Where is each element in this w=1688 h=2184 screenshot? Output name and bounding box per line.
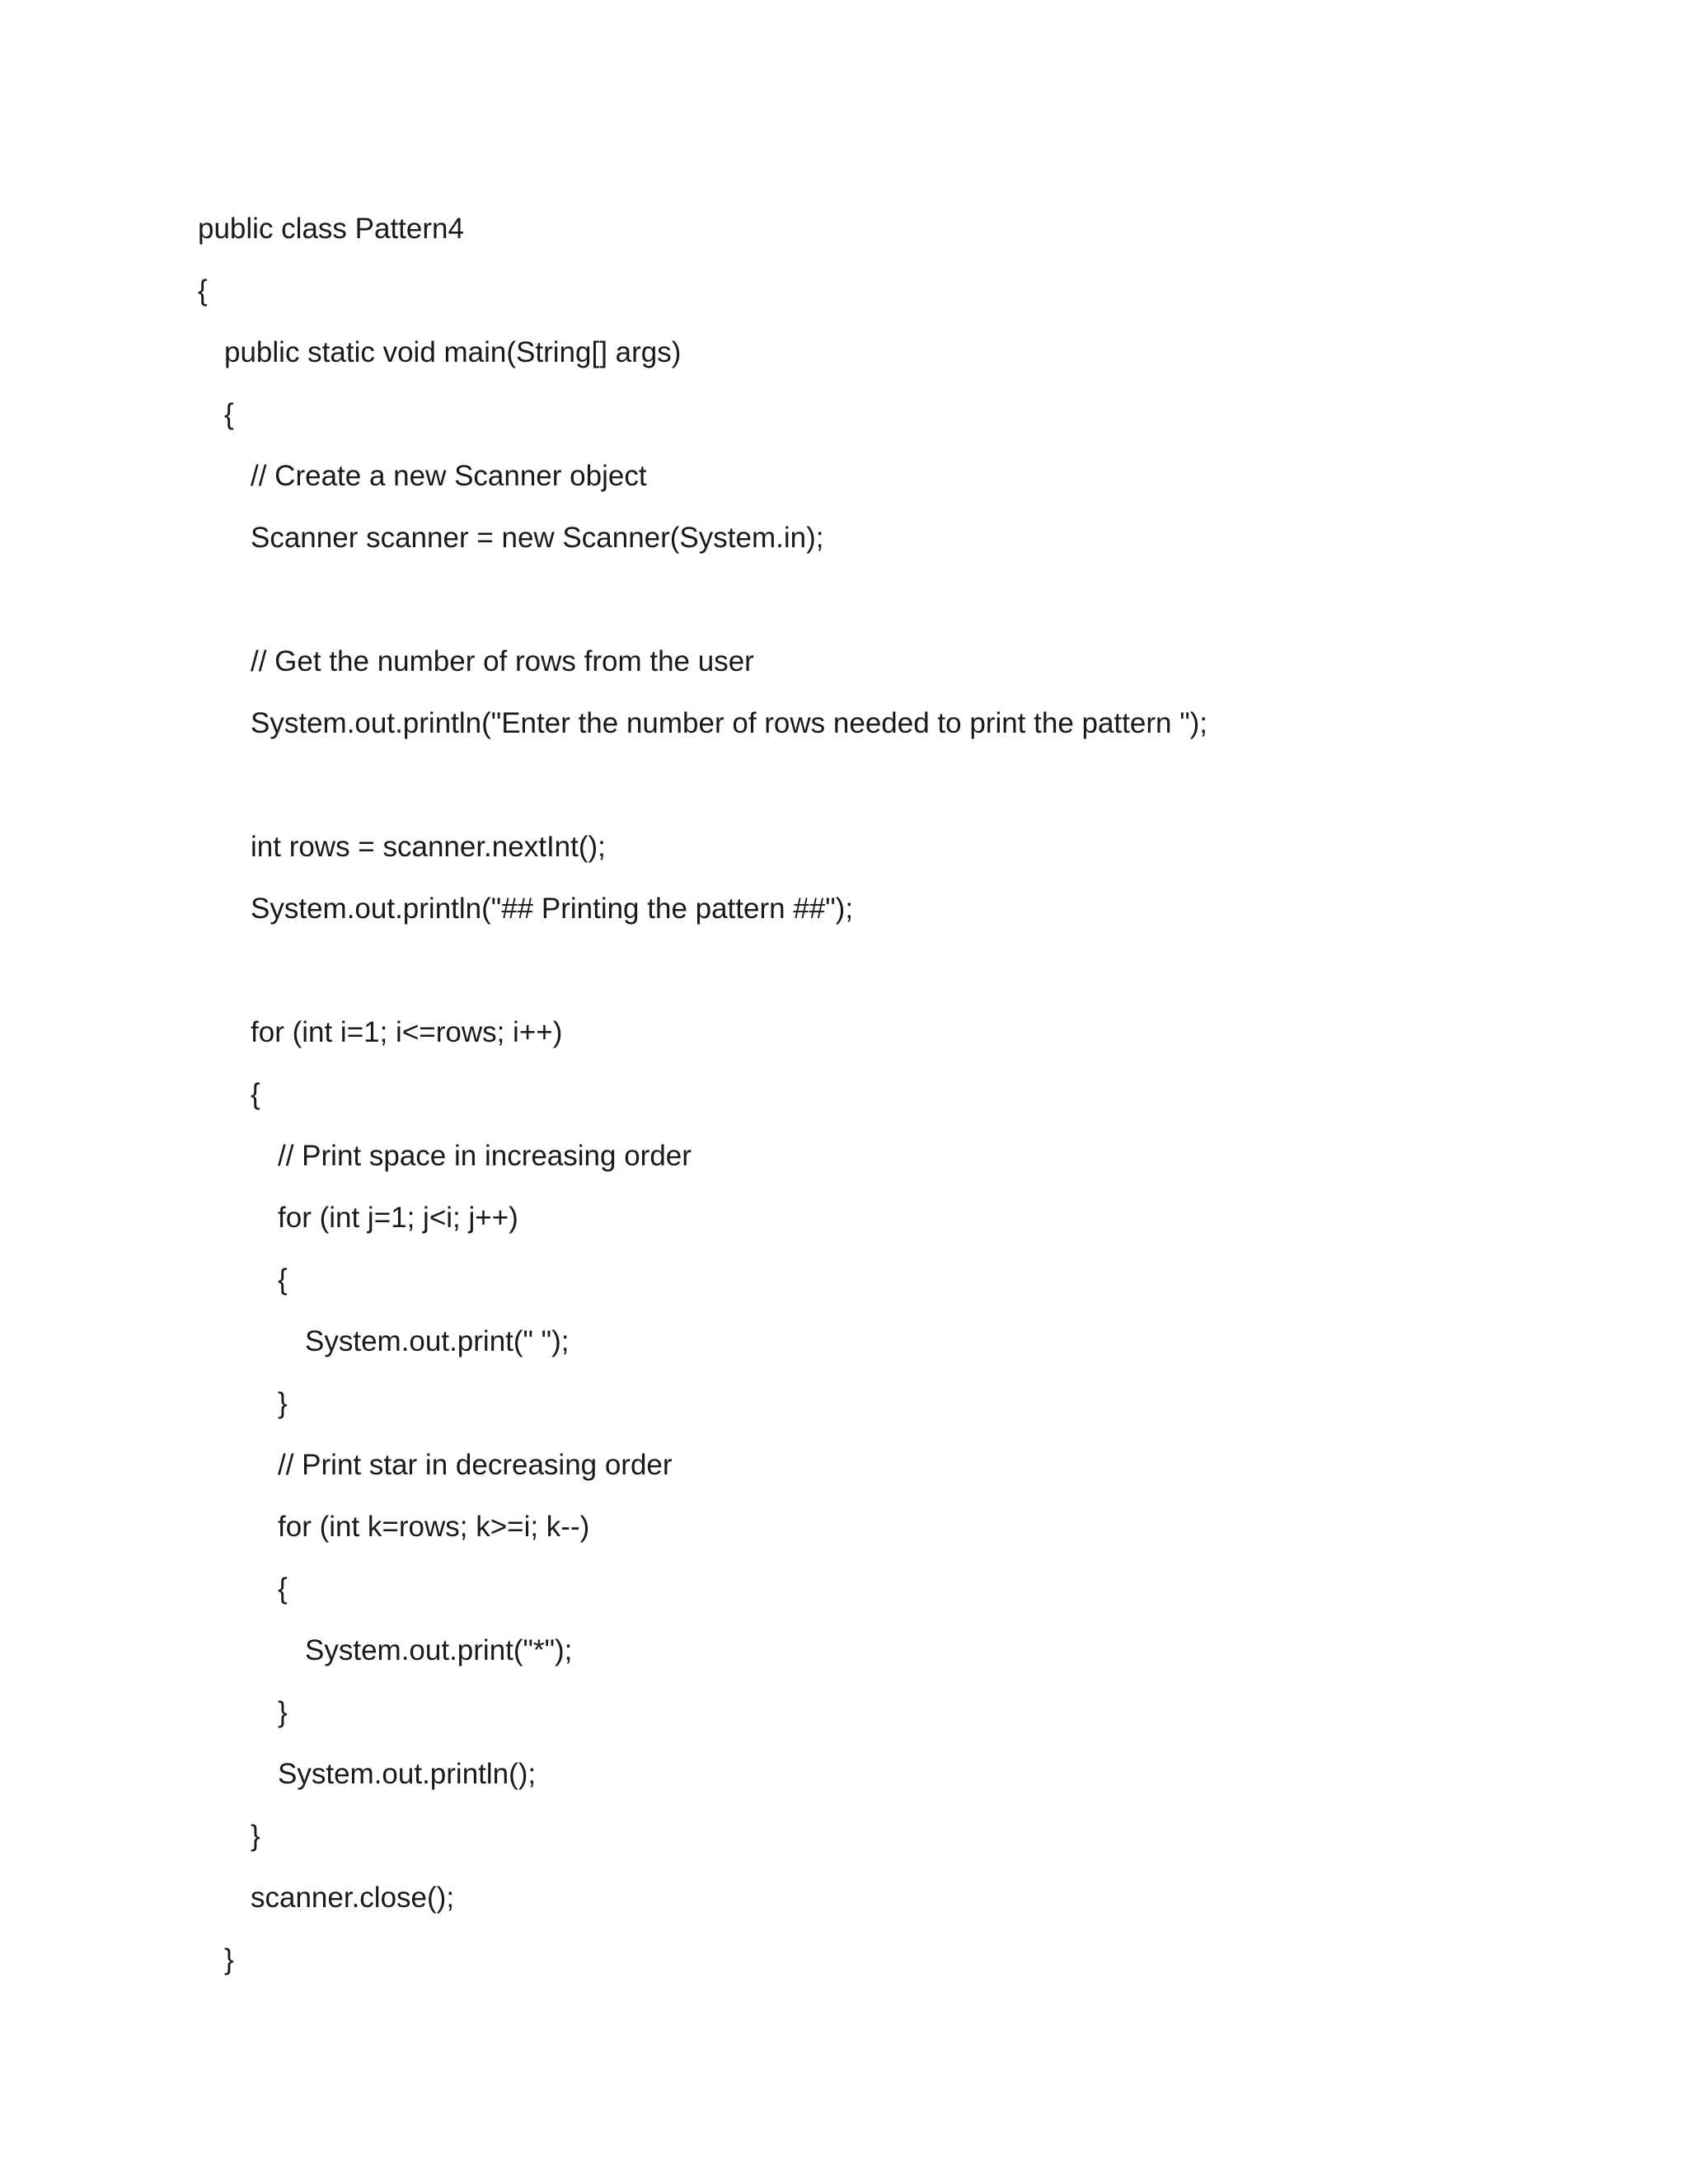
blank-line: [198, 940, 1207, 1001]
code-line: }: [278, 1696, 288, 1728]
code-line: }: [251, 1820, 260, 1852]
code-line: for (int k=rows; k>=i; k--): [278, 1511, 590, 1543]
code-line: {: [198, 274, 208, 307]
code-line: scanner.close();: [251, 1882, 455, 1914]
code-line: System.out.print("*");: [305, 1634, 573, 1666]
code-line: for (int j=1; j<i; j++): [278, 1202, 518, 1234]
code-line: System.out.println();: [278, 1758, 537, 1790]
blank-line: [198, 569, 1207, 630]
code-comment-line: // Create a new Scanner object: [251, 460, 647, 492]
code-line: {: [224, 398, 234, 430]
code-comment-line: // Get the number of rows from the user: [251, 645, 754, 677]
blank-line: [198, 754, 1207, 816]
code-line: System.out.println("## Printing the pattern ##");: [251, 893, 854, 925]
code-line: System.out.println("Enter the number of rows needed to print the pattern ");: [251, 707, 1207, 739]
code-line: }: [224, 1943, 234, 1975]
code-line: int rows = scanner.nextInt();: [251, 831, 606, 863]
code-line: public class Pattern4: [198, 213, 464, 245]
code-line: Scanner scanner = new Scanner(System.in);: [251, 522, 824, 554]
code-line: for (int i=1; i<=rows; i++): [251, 1016, 563, 1048]
code-line: System.out.print(" ");: [305, 1325, 570, 1357]
code-comment-line: // Print star in decreasing order: [278, 1449, 673, 1481]
code-listing: [198, 198, 1207, 1990]
code-line: }: [278, 1387, 288, 1419]
code-line: {: [278, 1572, 288, 1605]
code-comment-line: // Print space in increasing order: [278, 1140, 692, 1172]
code-line: {: [251, 1078, 260, 1110]
code-line: public static void main(String[] args): [224, 336, 682, 368]
code-line: {: [278, 1263, 288, 1296]
